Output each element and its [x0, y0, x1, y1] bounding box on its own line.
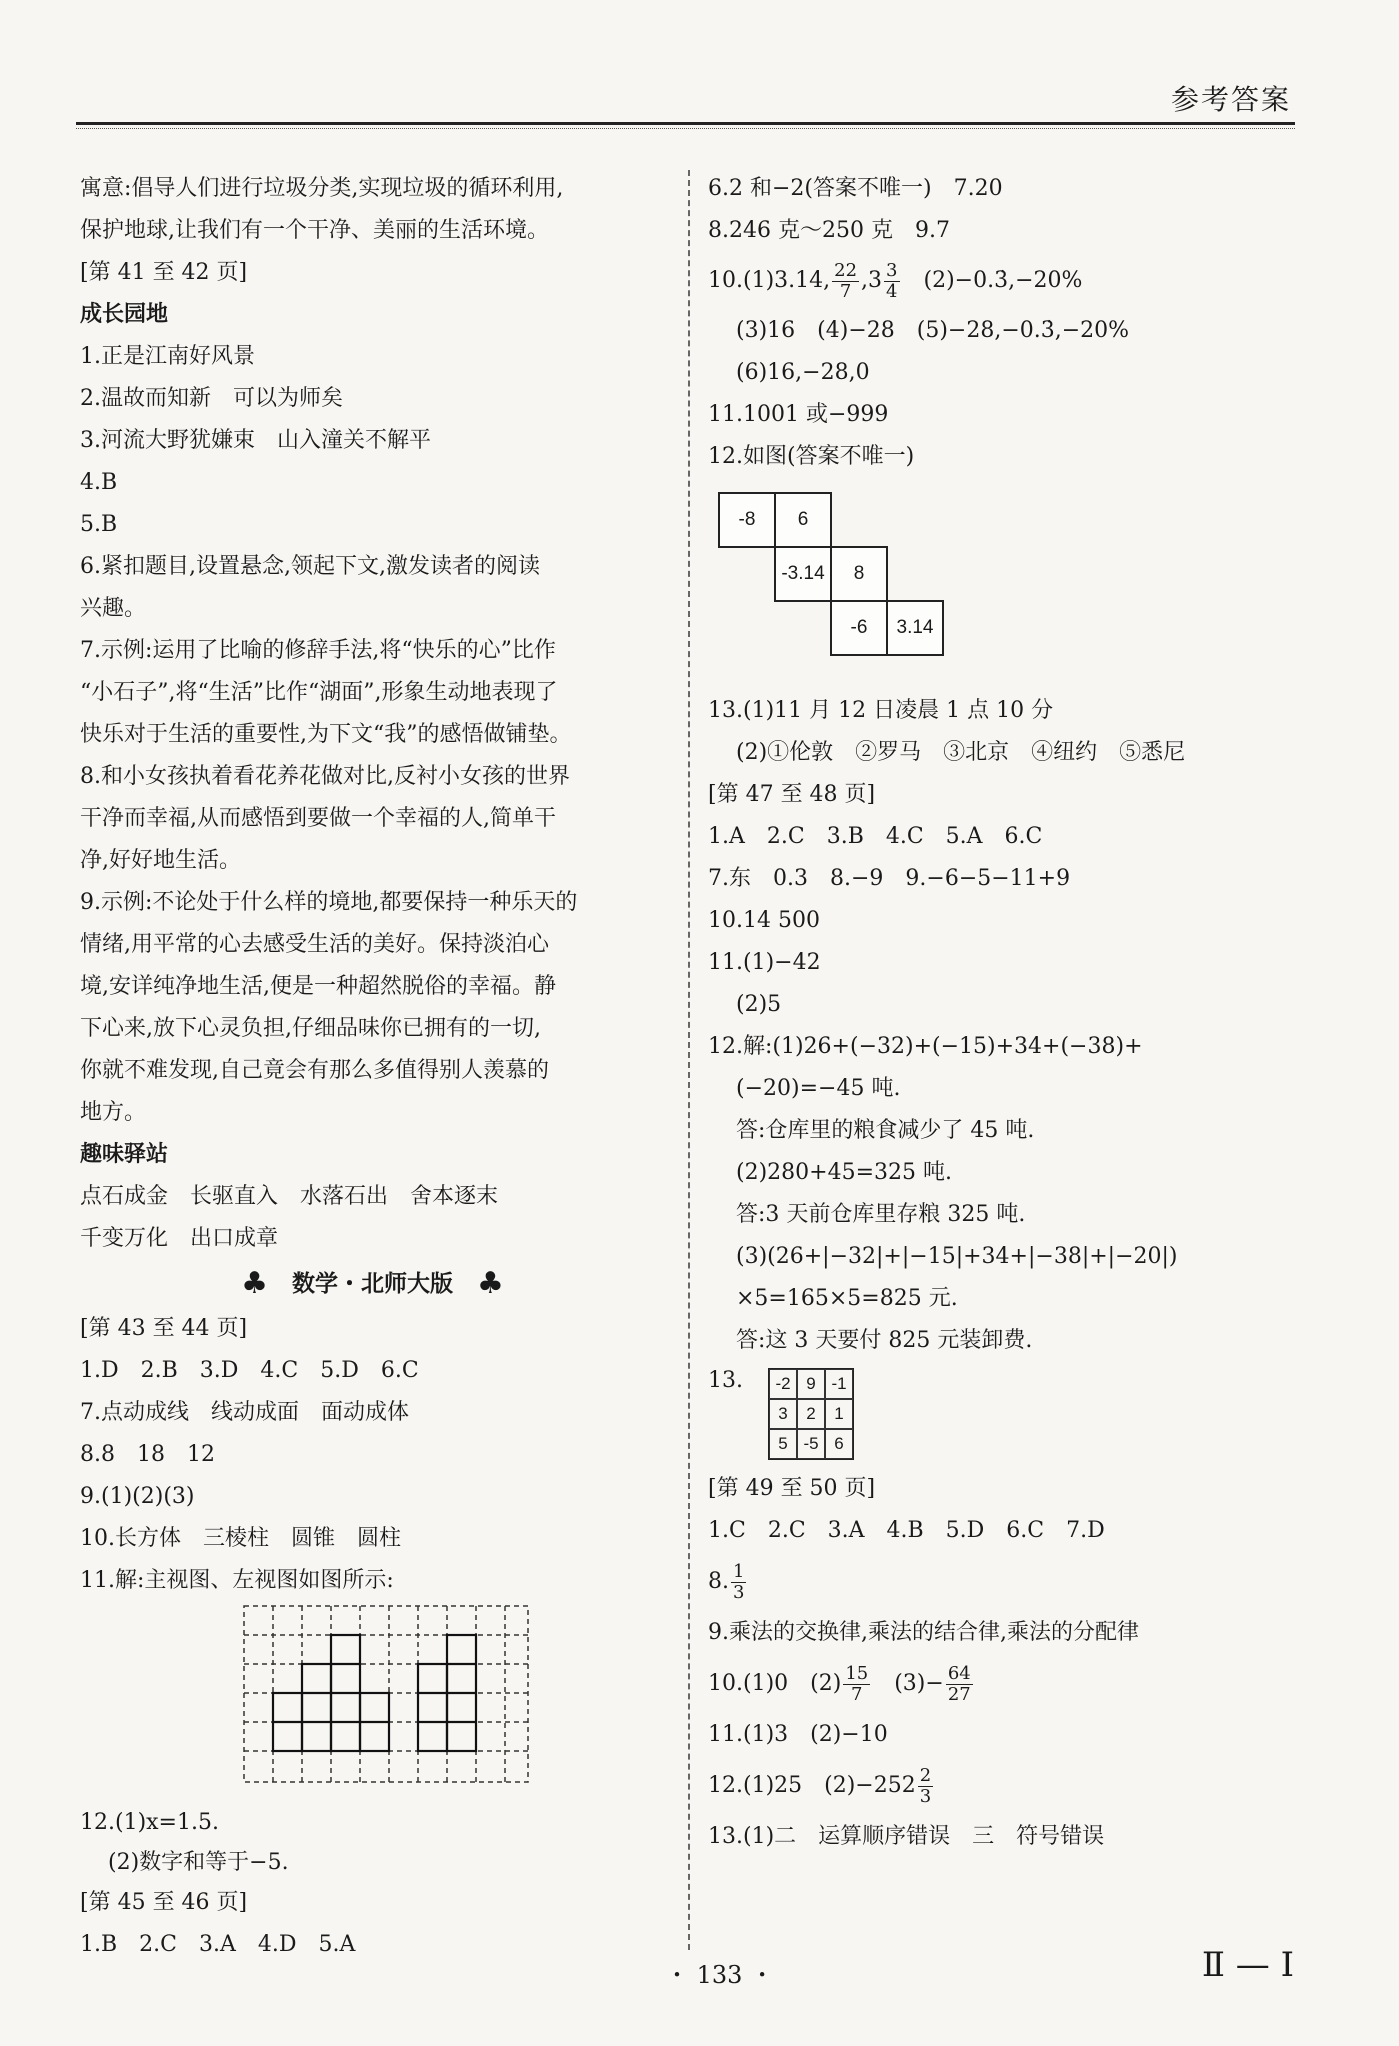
- answer-line: 1.A 2.C 3.B 4.C 5.A 6.C: [708, 824, 1043, 849]
- cube-net-figure: [718, 484, 978, 684]
- answer-line: 6.紧扣题目,设置悬念,领起下文,激发读者的阅读: [80, 554, 540, 579]
- answer-line: (6)16,−28,0: [736, 360, 870, 385]
- answer-line: 快乐对于生活的重要性,为下文“我”的感悟做铺垫。: [80, 722, 572, 747]
- text-segment: (2)−0.3̇,−20%: [901, 268, 1083, 293]
- cube-cell: 8: [830, 546, 888, 602]
- answer-line: 1.正是江南好风景: [80, 344, 255, 369]
- subject-heading: [80, 1260, 665, 1308]
- answer-line: 7.东 0.3 8.−9 9.−6−5−11+9: [708, 866, 1071, 891]
- answer-line: (−20)=−45 吨.: [736, 1076, 901, 1101]
- answer-line: (2)①伦敦 ②罗马 ③北京 ④纽约 ⑤悉尼: [736, 740, 1186, 765]
- answer-line: 3.河流大野犹嫌束 山入潼关不解平: [80, 428, 431, 453]
- answer-line: 境,安详纯净地生活,便是一种超然脱俗的幸福。静: [80, 974, 556, 999]
- magic-cell: 1: [825, 1399, 853, 1429]
- page-range-heading: [第 47 至 48 页]: [708, 782, 876, 807]
- cube-cell: -6: [830, 600, 888, 656]
- answer-line: 答:这 3 天要付 825 元装卸费.: [736, 1328, 1033, 1353]
- cube-cell: -3.14: [774, 546, 832, 602]
- fraction-numerator: 22: [834, 259, 858, 281]
- answer-line: 8.246 克～250 克 9.7: [708, 218, 950, 243]
- answer-line: 答:仓库里的粮食减少了 45 吨.: [736, 1118, 1035, 1143]
- answer-line: 11.解:主视图、左视图如图所示:: [80, 1568, 394, 1593]
- fraction: [731, 1562, 746, 1603]
- answer-line-fraction: [708, 1552, 1318, 1612]
- club-icon: ♣: [241, 1266, 268, 1301]
- fraction: [946, 1664, 973, 1705]
- answer-line: 9.(1)(2)(3): [80, 1484, 195, 1509]
- fraction-numerator: 3: [886, 259, 898, 281]
- answer-line: 下心来,放下心灵负担,仔细品味你已拥有的一切,: [80, 1016, 541, 1041]
- text-segment: 10.(1)3.14,: [708, 268, 831, 293]
- page-number: ・ 133 ・: [665, 1961, 775, 1989]
- magic-cell: 9: [797, 1369, 825, 1399]
- answer-line: 5.B: [80, 512, 118, 537]
- front-view: [273, 1635, 389, 1751]
- answer-line: 11.(1)−42: [708, 950, 821, 975]
- answer-line: 8.和小女孩执着看花养花做对比,反衬小女孩的世界: [80, 764, 570, 789]
- text-line: 寓意:倡导人们进行垃圾分类,实现垃圾的循环利用,: [80, 176, 564, 201]
- header-rule-dotted: [76, 128, 1295, 129]
- fraction: [832, 261, 859, 302]
- fraction-denominator: 27: [947, 1683, 971, 1705]
- magic-cell: -5: [797, 1429, 825, 1459]
- answer-line: 干净而幸福,从而感悟到要做一个幸福的人,简单干: [80, 806, 556, 831]
- answer-line: 10.长方体 三棱柱 圆锥 圆柱: [80, 1526, 401, 1551]
- right-column: [708, 168, 1318, 1858]
- views-grid-svg: [240, 1602, 540, 1792]
- section-heading: 趣味驿站: [80, 1142, 169, 1167]
- fraction: [884, 261, 899, 302]
- answer-line: 地方。: [80, 1100, 147, 1125]
- answer-line: 9.乘法的交换律,乘法的结合律,乘法的分配律: [708, 1620, 1139, 1645]
- fraction-numerator: 2: [919, 1764, 932, 1786]
- answer-line: 10.14 500: [708, 908, 820, 933]
- magic-cell: -1: [825, 1369, 853, 1399]
- page-range-heading: [第 45 至 46 页]: [80, 1890, 248, 1915]
- cube-cell: -8: [718, 492, 776, 548]
- answer-line: ×5=165×5=825 元.: [736, 1286, 958, 1311]
- answer-line: 1.C 2.C 3.A 4.B 5.D 6.C 7.D: [708, 1518, 1105, 1543]
- answer-line: 13.(1)11 月 12 日凌晨 1 点 10 分: [708, 698, 1054, 723]
- magic-cell: -2: [769, 1369, 797, 1399]
- answer-line: 11.(1)3 (2)−10: [708, 1722, 888, 1747]
- answer-line: 7.示例:运用了比喻的修辞手法,将“快乐的心”比作: [80, 638, 556, 663]
- magic-cell: 6: [825, 1429, 853, 1459]
- text-segment: ,3: [861, 268, 883, 293]
- header-title: 参考答案: [1170, 83, 1291, 116]
- text-segment: 10.(1)0 (2): [708, 1671, 842, 1696]
- cube-cell: 3.14: [886, 600, 944, 656]
- page-range-heading: [第 43 至 44 页]: [80, 1316, 248, 1341]
- fraction-numerator: 15: [845, 1662, 869, 1684]
- answer-line: “小石子”,将“生活”比作“湖面”,形象生动地表现了: [80, 680, 558, 705]
- fraction-denominator: 3: [733, 1581, 745, 1603]
- page-range-heading: [第 49 至 50 页]: [708, 1476, 876, 1501]
- answer-line: 7.点动成线 线动成面 面动成体: [80, 1400, 409, 1425]
- answer-line: 8.8 18 12: [80, 1442, 215, 1467]
- subject-title: 数学・北师大版: [292, 1271, 453, 1297]
- answer-line: (2)5: [736, 992, 782, 1017]
- answer-line: 1.B 2.C 3.A 4.D 5.A: [80, 1932, 356, 1957]
- answer-number: 13.: [708, 1368, 743, 1393]
- answer-line: 答:3 天前仓库里存粮 325 吨.: [736, 1202, 1026, 1227]
- club-icon: ♣: [477, 1266, 504, 1301]
- fraction: [843, 1664, 870, 1705]
- section-mark: Ⅱ — Ⅰ: [1201, 1945, 1294, 1985]
- left-view: [418, 1635, 476, 1751]
- header-rule: [76, 122, 1295, 125]
- text-segment: 12.(1)25 (2)−252: [708, 1773, 916, 1798]
- answer-line: 12.(1)x=1.5.: [80, 1810, 219, 1835]
- text-segment: (3)−: [872, 1671, 944, 1696]
- answer-line: (3)16 (4)−28 (5)−28,−0.3̇,−20%: [736, 318, 1130, 343]
- page-range-heading: [第 41 至 42 页]: [80, 260, 248, 285]
- column-divider: [688, 170, 690, 1950]
- answer-line-fractions: [708, 252, 1318, 310]
- fraction-denominator: 4: [886, 280, 898, 302]
- section-heading: 成长园地: [80, 302, 169, 327]
- text-segment: 8.: [708, 1569, 729, 1594]
- answer-line: (2)数字和等于−5.: [108, 1850, 289, 1875]
- magic-square: [768, 1368, 854, 1460]
- fraction-numerator: 1: [733, 1560, 745, 1582]
- answer-line: 12.解:(1)26+(−32)+(−15)+34+(−38)+: [708, 1034, 1143, 1059]
- answer-line-fractions: [708, 1654, 1318, 1714]
- text-line: 保护地球,让我们有一个干净、美丽的生活环境。: [80, 218, 549, 243]
- answer-line: 点石成金 长驱直入 水落石出 舍本逐末: [80, 1184, 499, 1209]
- cube-cell: 6: [774, 492, 832, 548]
- answer-line: 情绪,用平常的心去感受生活的美好。保持淡泊心: [80, 932, 549, 957]
- magic-cell: 5: [769, 1429, 797, 1459]
- answer-line: 2.温故而知新 可以为师矣: [80, 386, 343, 411]
- answer-line-fraction: [708, 1756, 1318, 1816]
- answer-line: (2)280+45=325 吨.: [736, 1160, 952, 1185]
- left-column: [80, 168, 665, 1966]
- answer-line: 9.示例:不论处于什么样的境地,都要保持一种乐天的: [80, 890, 578, 915]
- answer-line: 12.如图(答案不唯一): [708, 444, 915, 469]
- answer-line: (3)(26+|−32|+|−15|+34+|−38|+|−20|): [736, 1244, 1178, 1269]
- answer-line: 千变万化 出口成章: [80, 1226, 279, 1251]
- magic-cell: 2: [797, 1399, 825, 1429]
- answer-line: 净,好好地生活。: [80, 848, 241, 873]
- answer-line: 你就不难发现,自己竟会有那么多值得别人羡慕的: [80, 1058, 549, 1083]
- answer-line: 11.1001 或−999: [708, 402, 889, 427]
- fraction: [918, 1766, 933, 1807]
- magic-cell: 3: [769, 1399, 797, 1429]
- three-views-figure: [240, 1602, 665, 1802]
- fraction-denominator: 7: [839, 280, 852, 302]
- fraction-denominator: 7: [851, 1683, 863, 1705]
- fraction-denominator: 3: [919, 1785, 932, 1807]
- answer-line: 6.2 和−2(答案不唯一) 7.20: [708, 176, 1003, 201]
- answer-line: 4.B: [80, 470, 118, 495]
- answer-line: 兴趣。: [80, 596, 147, 621]
- fraction-numerator: 64: [947, 1662, 971, 1684]
- answer-line: 1.D 2.B 3.D 4.C 5.D 6.C: [80, 1358, 419, 1383]
- answer-line: 13.(1)二 运算顺序错误 三 符号错误: [708, 1824, 1105, 1849]
- magic-square-answer: [708, 1362, 1318, 1468]
